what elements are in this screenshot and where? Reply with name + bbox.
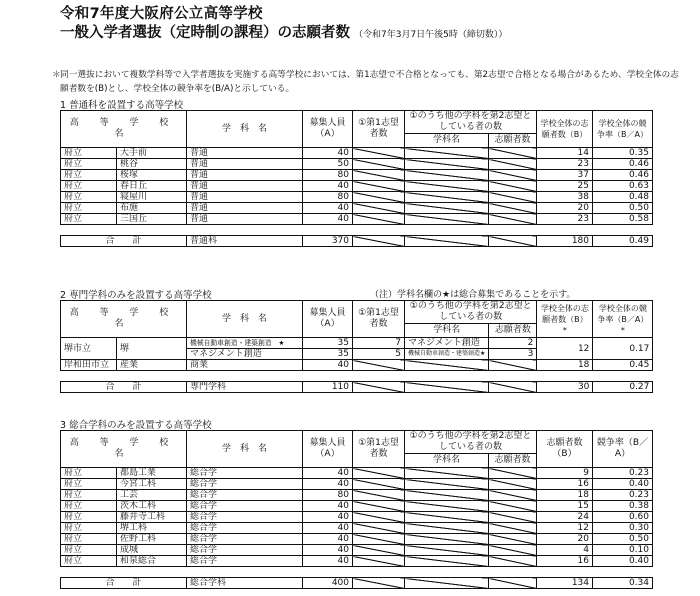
cell-name: 和泉総合 bbox=[117, 556, 187, 567]
cell-name: 三国丘 bbox=[117, 214, 187, 225]
table-row bbox=[61, 479, 653, 490]
cell-name: 春日丘 bbox=[117, 181, 187, 192]
cell-b: 16 bbox=[537, 479, 593, 490]
cell-dept: 総合学 bbox=[187, 468, 303, 479]
cell-name: 茨木工科 bbox=[117, 501, 187, 512]
cell-r: 0.23 bbox=[593, 468, 653, 479]
cell-pref: 府立 bbox=[61, 203, 117, 214]
cell-b: 24 bbox=[537, 512, 593, 523]
cell-dept: 普通 bbox=[187, 148, 303, 159]
cell-dept: 総合学 bbox=[187, 501, 303, 512]
section2-total-row: 合 計 専門学科 110 30 0.27 bbox=[61, 382, 653, 393]
table-row bbox=[61, 501, 653, 512]
cell-b: 38 bbox=[537, 192, 593, 203]
cell-pref: 府立 bbox=[61, 181, 117, 192]
cell-r: 0.46 bbox=[593, 159, 653, 170]
cell-cap: 40 bbox=[303, 468, 353, 479]
page-title: 令和7年度大阪府公立高等学校 bbox=[60, 6, 263, 22]
table-row bbox=[61, 523, 653, 534]
cell-pref: 府立 bbox=[61, 501, 117, 512]
section1-table: 高 等 学 校 名 学 科 名 募集人員（A） ①第1志望者数 ①のうち他の学科を第2志望としている者の数 学校全体の志願者数（B） 学校全体の競争率（B／A） 学科名 志願者数 府立 大手前 普通 40 14 0.35 府立 桃谷 普通 50 23 0.46 府立 桜塚 普通 80 37 0.46 府立 春日丘 普通 40 25 0.63 府立 寝屋川 普通 80 38 0.48 府立 布施 普通 40 20 0.50 府立 三国丘 普通 40 23 0.58 合 計 普通科 370 180 0.49 bbox=[60, 110, 653, 247]
cell-cap: 40 bbox=[303, 214, 353, 225]
cell-dept: 総合学 bbox=[187, 490, 303, 501]
cell-cap: 40 bbox=[303, 534, 353, 545]
cell-cap: 40 bbox=[303, 148, 353, 159]
cell-b: 23 bbox=[537, 159, 593, 170]
cell-name: 佐野工科 bbox=[117, 534, 187, 545]
page-subtitle: 一般入学者選抜（定時制の課程）の志願者数 （令和7年3月7日午後5時（締切数）） bbox=[60, 25, 508, 41]
section1-heading: 1 普通科を設置する高等学校 bbox=[60, 100, 184, 111]
cell-dept: 普通 bbox=[187, 203, 303, 214]
table-row bbox=[61, 181, 653, 192]
cell-r: 0.46 bbox=[593, 170, 653, 181]
cell-pref: 府立 bbox=[61, 170, 117, 181]
cell-name: 桜塚 bbox=[117, 170, 187, 181]
cell-cap: 40 bbox=[303, 523, 353, 534]
table-row bbox=[61, 468, 653, 479]
note: ＊ 同一選抜において複数学科等で入学者選抜を実施する高等学校においては、第1志望で不合格となっても、第2志望で合格となる場合があるため、学校全体の志願者数を(B)とし、学校全体の競争率を(B/A)と示している。 bbox=[52, 70, 679, 94]
table-row bbox=[61, 556, 653, 567]
table-row bbox=[61, 192, 653, 203]
cell-b: 4 bbox=[537, 545, 593, 556]
cell-r: 0.23 bbox=[593, 490, 653, 501]
cell-r: 0.38 bbox=[593, 501, 653, 512]
cell-name: 藤井寺工科 bbox=[117, 512, 187, 523]
cell-b: 18 bbox=[537, 490, 593, 501]
cell-r: 0.50 bbox=[593, 203, 653, 214]
section3-total-row: 合 計 総合学科 400 134 0.34 bbox=[61, 578, 653, 589]
section3-heading: 3 総合学科のみを設置する高等学校 bbox=[60, 420, 212, 431]
cell-cap: 40 bbox=[303, 512, 353, 523]
cell-cap: 40 bbox=[303, 501, 353, 512]
section2-annotation: （注）学科名欄の★は総合募集であることを示す。 bbox=[370, 290, 576, 300]
cell-name: 工芸 bbox=[117, 490, 187, 501]
section1-total-row: 合 計 普通科 370 180 0.49 bbox=[61, 236, 653, 247]
cell-pref: 府立 bbox=[61, 468, 117, 479]
cell-name: 布施 bbox=[117, 203, 187, 214]
section1-rows bbox=[61, 148, 653, 225]
cell-r: 0.40 bbox=[593, 556, 653, 567]
cell-cap: 40 bbox=[303, 479, 353, 490]
section2-heading: 2 専門学科のみを設置する高等学校 bbox=[60, 290, 212, 301]
cell-r: 0.10 bbox=[593, 545, 653, 556]
cell-cap: 80 bbox=[303, 170, 353, 181]
table-row bbox=[61, 170, 653, 181]
cell-r: 0.30 bbox=[593, 523, 653, 534]
cell-b: 12 bbox=[537, 523, 593, 534]
cell-dept: 総合学 bbox=[187, 523, 303, 534]
table-row bbox=[61, 490, 653, 501]
cell-b: 23 bbox=[537, 214, 593, 225]
cell-b: 25 bbox=[537, 181, 593, 192]
cell-dept: 普通 bbox=[187, 159, 303, 170]
cell-pref: 府立 bbox=[61, 545, 117, 556]
cell-b: 14 bbox=[537, 148, 593, 159]
cell-pref: 府立 bbox=[61, 192, 117, 203]
cell-name: 今宮工科 bbox=[117, 479, 187, 490]
timestamp: （令和7年3月7日午後5時（締切数）） bbox=[354, 30, 508, 40]
cell-r: 0.60 bbox=[593, 512, 653, 523]
cell-dept: 総合学 bbox=[187, 545, 303, 556]
cell-r: 0.63 bbox=[593, 181, 653, 192]
cell-r: 0.58 bbox=[593, 214, 653, 225]
cell-pref: 府立 bbox=[61, 159, 117, 170]
table-row bbox=[61, 534, 653, 545]
table-row bbox=[61, 512, 653, 523]
cell-b: 20 bbox=[537, 203, 593, 214]
cell-dept: 総合学 bbox=[187, 534, 303, 545]
cell-name: 桃谷 bbox=[117, 159, 187, 170]
cell-pref: 府立 bbox=[61, 523, 117, 534]
cell-dept: 普通 bbox=[187, 192, 303, 203]
cell-cap: 80 bbox=[303, 490, 353, 501]
table-row: 岸和田市立 産業 商業 40 18 0.45 bbox=[61, 360, 653, 371]
table-row: 堺市立 堺 機械自動車創造・建築創造 ★ 35 7 マネジメント創造 2 12 0.17 bbox=[61, 338, 653, 349]
cell-dept: 総合学 bbox=[187, 512, 303, 523]
table-row: マネジメント創造 35 5 機械自動車創造・建築創造★ 3 bbox=[61, 349, 653, 360]
cell-pref: 府立 bbox=[61, 490, 117, 501]
cell-r: 0.50 bbox=[593, 534, 653, 545]
cell-b: 15 bbox=[537, 501, 593, 512]
cell-cap: 40 bbox=[303, 545, 353, 556]
cell-cap: 50 bbox=[303, 159, 353, 170]
cell-dept: 総合学 bbox=[187, 556, 303, 567]
cell-cap: 40 bbox=[303, 203, 353, 214]
cell-dept: 普通 bbox=[187, 170, 303, 181]
cell-dept: 総合学 bbox=[187, 479, 303, 490]
cell-name: 堺工科 bbox=[117, 523, 187, 534]
cell-pref: 府立 bbox=[61, 479, 117, 490]
cell-b: 37 bbox=[537, 170, 593, 181]
cell-b: 9 bbox=[537, 468, 593, 479]
cell-pref: 府立 bbox=[61, 148, 117, 159]
cell-b: 16 bbox=[537, 556, 593, 567]
cell-pref: 府立 bbox=[61, 556, 117, 567]
cell-name: 都島工業 bbox=[117, 468, 187, 479]
cell-name: 成城 bbox=[117, 545, 187, 556]
cell-dept: 普通 bbox=[187, 214, 303, 225]
cell-cap: 80 bbox=[303, 192, 353, 203]
cell-pref: 府立 bbox=[61, 534, 117, 545]
cell-name: 寝屋川 bbox=[117, 192, 187, 203]
cell-r: 0.35 bbox=[593, 148, 653, 159]
table-row bbox=[61, 214, 653, 225]
cell-cap: 40 bbox=[303, 181, 353, 192]
table-row bbox=[61, 159, 653, 170]
cell-name: 大手前 bbox=[117, 148, 187, 159]
cell-b: 20 bbox=[537, 534, 593, 545]
cell-r: 0.40 bbox=[593, 479, 653, 490]
table-row bbox=[61, 545, 653, 556]
table-row bbox=[61, 148, 653, 159]
section3-rows bbox=[61, 468, 653, 567]
table-row bbox=[61, 203, 653, 214]
cell-r: 0.48 bbox=[593, 192, 653, 203]
cell-pref: 府立 bbox=[61, 214, 117, 225]
section2-table: 高 等 学 校 名 学 科 名 募集人員（A） ①第1志望者数 ①のうち他の学科を第2志望としている者の数 学校全体の志願者数（B）* 学校全体の競争率（B／A）* 学科名 志願者数 堺市立 堺 機械自動車創造・建築創造 ★ 35 7 マネジメント創造 2 12 0.17 マネジメント創造 35 5 機械自動車創造・建築創造★ 3 岸和田市立 産業 商業 40 18 0.45 合 計 専門学科 110 30 0.27 bbox=[60, 300, 653, 393]
cell-cap: 40 bbox=[303, 556, 353, 567]
cell-dept: 普通 bbox=[187, 181, 303, 192]
cell-pref: 府立 bbox=[61, 512, 117, 523]
section3-table: 高 等 学 校 名 学 科 名 募集人員（A） ①第1志望者数 ①のうち他の学科を第2志望としている者の数 志願者数（B） 競争率（B／A） 学科名 志願者数 府立 都島工業 総合学 40 9 0.23 府立 今宮工科 総合学 40 16 0.40 府立 工芸 総合学 80 18 0.23 府立 茨木工科 総合学 40 15 0.38 府立 藤井寺工科 総合学 40 24 0.60 府立 堺工科 総合学 40 12 0.30 府立 佐野工科 総合学 40 20 0.50 府立 成城 総合学 40 4 0.10 府立 和泉総合 総合学 40 16 0.40 合 計 総合学科 400 134 0.34 bbox=[60, 430, 653, 589]
